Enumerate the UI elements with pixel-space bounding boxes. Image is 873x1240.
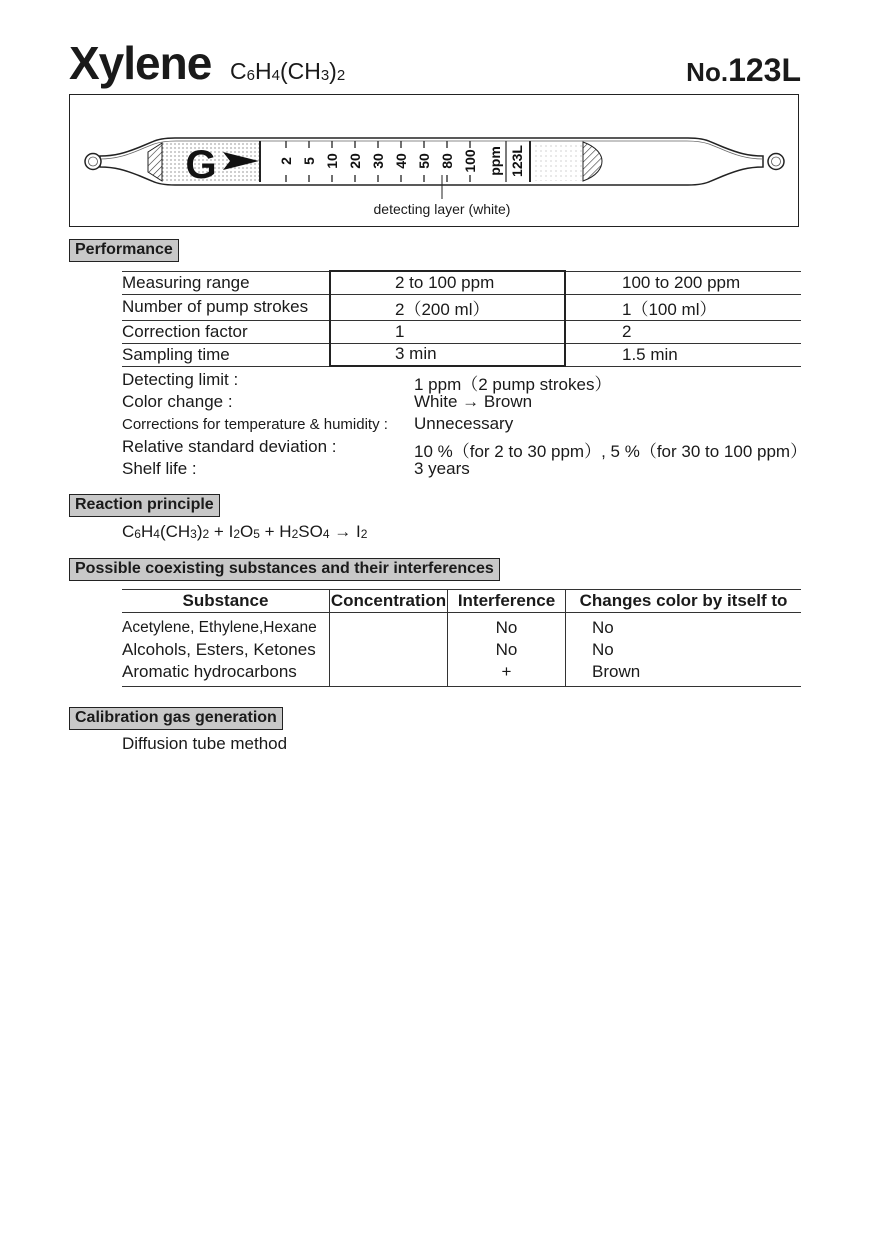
cell-color: No bbox=[566, 613, 802, 640]
row-label: Measuring range bbox=[122, 271, 330, 294]
cell-interference: + bbox=[448, 661, 566, 687]
detail-row-rsd bbox=[122, 437, 812, 459]
tube-illustration bbox=[69, 94, 799, 227]
cell-range-a: 3 min bbox=[330, 343, 565, 366]
column-header-concentration: Concentration bbox=[330, 590, 448, 613]
cell-range-b: 1.5 min bbox=[565, 343, 801, 366]
scale-mark-100: 100 bbox=[462, 149, 478, 173]
scale-mark-10: 10 bbox=[324, 153, 340, 169]
detail-row-shelf-life bbox=[122, 459, 812, 481]
chemical-formula: $C_6H_4(CH_3)_2$ bbox=[230, 58, 346, 84]
cell-range-a: 2（200 ml） bbox=[330, 294, 565, 320]
detail-value: Unnecessary bbox=[414, 414, 514, 433]
reaction-equation: $C_6H_4(CH_3)_2 + I_2O_5 + H_2SO_4 \to I_2$ bbox=[122, 522, 368, 541]
detail-label: Color change : bbox=[122, 392, 233, 411]
cell-substance: Alcohols, Esters, Ketones bbox=[122, 640, 316, 659]
cell-concentration bbox=[330, 613, 448, 640]
detail-label: Shelf life : bbox=[122, 459, 197, 478]
detail-row-detecting-limit bbox=[122, 370, 812, 392]
detail-label: Corrections for temperature & humidity : bbox=[122, 416, 388, 433]
cell-range-a: 1 bbox=[330, 320, 565, 343]
cell-concentration bbox=[330, 639, 448, 661]
cell-substance: Acetylene, Ethylene,Hexane bbox=[122, 619, 317, 636]
table-row bbox=[122, 343, 801, 366]
calibration-method: Diffusion tube method bbox=[122, 734, 288, 753]
cell-substance: Aromatic hydrocarbons bbox=[122, 661, 330, 687]
calibration-heading: Calibration gas generation bbox=[69, 707, 283, 730]
table-header-row bbox=[122, 590, 801, 613]
table-row bbox=[122, 294, 801, 320]
table-row bbox=[122, 271, 801, 294]
scale-mark-5: 5 bbox=[301, 157, 317, 165]
scale-mark-2: 2 bbox=[278, 157, 294, 165]
table-row bbox=[122, 613, 801, 640]
table-row bbox=[122, 639, 801, 661]
detail-label: Detecting limit : bbox=[122, 370, 239, 389]
detail-value: White → Brown bbox=[414, 392, 533, 411]
detail-row-corrections bbox=[122, 414, 812, 436]
scale-mark-30: 30 bbox=[370, 153, 386, 169]
cell-interference: No bbox=[448, 639, 566, 661]
cell-range-b: 2 bbox=[565, 320, 801, 343]
cell-color: No bbox=[566, 639, 802, 661]
cell-range-b: 1（100 ml） bbox=[565, 294, 801, 320]
cell-range-a: 2 to 100 ppm bbox=[330, 271, 565, 294]
row-label: Number of pump strokes bbox=[122, 294, 330, 320]
detail-value: 1 ppm（2 pump strokes） bbox=[414, 375, 612, 394]
scale-mark-80: 80 bbox=[439, 153, 455, 169]
detecting-layer-label: detecting layer (white) bbox=[373, 201, 511, 217]
product-number: No.123L bbox=[686, 52, 801, 88]
table-row bbox=[122, 661, 801, 687]
cell-interference: No bbox=[448, 613, 566, 640]
detail-label: Relative standard deviation : bbox=[122, 437, 337, 456]
scale-mark-20: 20 bbox=[347, 153, 363, 169]
column-header-substance: Substance bbox=[122, 590, 330, 613]
scale-mark-50: 50 bbox=[416, 153, 432, 169]
detail-row-color-change bbox=[122, 392, 812, 414]
cell-concentration bbox=[330, 661, 448, 687]
row-label: Correction factor bbox=[122, 320, 330, 343]
cell-range-b: 100 to 200 ppm bbox=[565, 271, 801, 294]
scale-mark-40: 40 bbox=[393, 153, 409, 169]
logo-mark: G bbox=[185, 143, 217, 187]
tube-code: 123L bbox=[509, 145, 525, 177]
performance-table bbox=[122, 270, 801, 367]
column-header-interference: Interference bbox=[448, 590, 566, 613]
column-header-color: Changes color by itself to bbox=[566, 590, 802, 613]
title-row bbox=[69, 36, 801, 96]
performance-heading: Performance bbox=[69, 239, 179, 262]
interferences-heading: Possible coexisting substances and their interferences bbox=[69, 558, 500, 581]
table-row bbox=[122, 320, 801, 343]
interferences-table bbox=[122, 589, 801, 687]
scale-unit: ppm bbox=[487, 146, 503, 176]
page-title: Xylene bbox=[69, 37, 212, 89]
row-label: Sampling time bbox=[122, 343, 330, 366]
cell-color: Brown bbox=[566, 661, 802, 687]
detail-value: 3 years bbox=[414, 459, 470, 478]
detail-value: 10 %（for 2 to 30 ppm）, 5 %（for 30 to 100 ppm） bbox=[414, 442, 808, 461]
reaction-heading: Reaction principle bbox=[69, 494, 220, 517]
